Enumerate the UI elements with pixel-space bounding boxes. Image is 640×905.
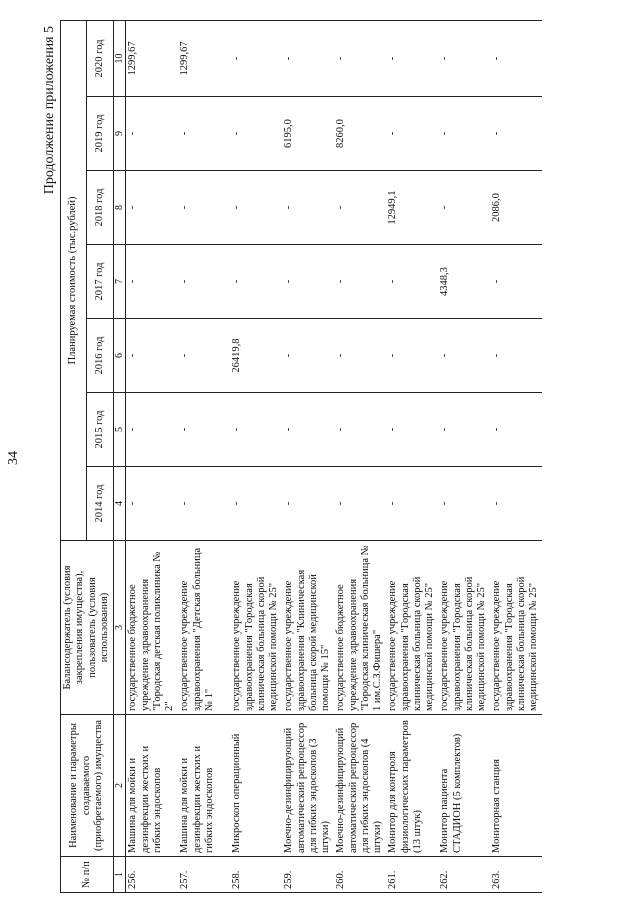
row-number: 258. (230, 857, 282, 893)
row-number: 260. (334, 857, 386, 893)
row-value: - (334, 20, 386, 96)
table-row (282, 20, 334, 892)
row-value: - (126, 97, 179, 171)
row-value: - (438, 97, 490, 171)
row-value: - (230, 393, 282, 467)
row-value: - (386, 393, 438, 467)
row-value: - (438, 393, 490, 467)
row-name: Моечно-дезинфицирующий автоматический репроцессор для гибких эндоскопов (3 штуки) (282, 715, 334, 857)
header-name: Наименование и параметры создаваемого (приобретаемого) имущества (61, 715, 114, 857)
row-value: - (230, 245, 282, 319)
header-year: 2020 год (87, 20, 113, 96)
row-value: - (282, 319, 334, 393)
column-index: 9 (113, 97, 126, 171)
table-row (334, 20, 386, 892)
row-value: - (230, 20, 282, 96)
row-value: - (334, 319, 386, 393)
row-value: - (126, 319, 179, 393)
row-value: - (334, 467, 386, 541)
table-row (230, 20, 282, 892)
page-number: 34 (6, 451, 21, 465)
row-number: 259. (282, 857, 334, 893)
header-holder: Балансодержатель (условия закрепления имущества), пользователь (условия использования) (61, 541, 114, 715)
row-value: - (490, 97, 542, 171)
column-index: 2 (113, 715, 126, 857)
row-holder: государственное учреждение здравоохранения "Клиническая больница скорой медицинской помощи № 15" (282, 541, 334, 715)
column-index: 10 (113, 20, 126, 96)
row-value: - (282, 467, 334, 541)
row-value: - (334, 393, 386, 467)
row-name: Машина для мойки и дезинфекции жестких и гибких эндоскопов (126, 715, 179, 857)
row-value: - (438, 319, 490, 393)
row-name: Микроскоп операционный (230, 715, 282, 857)
header-year: 2015 год (87, 393, 113, 467)
row-value: - (438, 467, 490, 541)
continuation-caption: Продолжение приложения 5 (42, 26, 57, 195)
column-index: 8 (113, 171, 126, 245)
column-index-row (113, 20, 126, 892)
row-value: 26419,8 (230, 319, 282, 393)
row-value: - (386, 467, 438, 541)
row-value: - (178, 467, 230, 541)
row-holder: государственное учреждение здравоохранения "Городская клиническая больница скорой медицинской помощи № 25" (438, 541, 490, 715)
row-value: - (490, 245, 542, 319)
row-value: - (438, 20, 490, 96)
row-value: - (178, 245, 230, 319)
header-year: 2014 год (87, 467, 113, 541)
row-value: 1299,67 (178, 20, 230, 96)
row-holder: государственное учреждение здравоохранения "Детская больница № 1" (178, 541, 230, 715)
row-holder: государственное учреждение здравоохранения "Городская клиническая больница скорой медицинской помощи № 25" (490, 541, 542, 715)
column-index: 6 (113, 319, 126, 393)
row-value: - (490, 393, 542, 467)
table-row (438, 20, 490, 892)
row-name: Монитор для контроля физиологических параметров (13 штук) (386, 715, 438, 857)
column-index: 5 (113, 393, 126, 467)
row-value: - (282, 393, 334, 467)
row-value: - (126, 393, 179, 467)
row-value: 2086,0 (490, 171, 542, 245)
property-table (60, 20, 542, 893)
header-planned-label: Планируемая стоимость (тыс.рублей) (67, 196, 79, 365)
row-name: Мониторная станция (490, 715, 542, 857)
row-number: 256. (126, 857, 179, 893)
column-index: 1 (113, 857, 126, 893)
table-row (178, 20, 230, 892)
header-year: 2018 год (87, 171, 113, 245)
row-value: - (282, 245, 334, 319)
column-index: 4 (113, 467, 126, 541)
table-row (126, 20, 179, 892)
column-index: 3 (113, 541, 126, 715)
row-value: - (230, 97, 282, 171)
row-value: - (386, 97, 438, 171)
row-name: Машина для мойки и дезинфекции жестких и гибких эндоскопов (178, 715, 230, 857)
row-value: 4348,3 (438, 245, 490, 319)
row-holder: государственное бюджетное учреждение здравоохранения "Городская детская поликлиника № 2" (126, 541, 179, 715)
row-value: 8260,0 (334, 97, 386, 171)
row-value: - (386, 20, 438, 96)
row-value: - (386, 245, 438, 319)
row-value: 6195,0 (282, 97, 334, 171)
row-holder: государственное учреждение здравоохранения "Городская клиническая больница скорой медицинской помощи № 25" (230, 541, 282, 715)
row-value: - (334, 171, 386, 245)
row-value: - (230, 171, 282, 245)
header-num: № п/п (61, 857, 114, 893)
row-value: - (178, 171, 230, 245)
header-planned (61, 20, 87, 540)
row-name: Монитор пациента СТАДИОН (5 комплектов) (438, 715, 490, 857)
row-value: - (230, 467, 282, 541)
table-row (386, 20, 438, 892)
row-value: - (490, 319, 542, 393)
row-value: - (126, 171, 179, 245)
row-value: - (126, 245, 179, 319)
row-number: 263. (490, 857, 542, 893)
row-value: 1299,67 (126, 20, 179, 96)
row-name: Моечно-дезинфицирующий автоматический репроцессор для гибких эндоскопов (4 штуки) (334, 715, 386, 857)
header-year: 2019 год (87, 97, 113, 171)
row-value: - (178, 393, 230, 467)
row-value: - (334, 245, 386, 319)
row-holder: государственное бюджетное учреждение здравоохранения "Городская клиническая больница № 1 им.С.З.Фишера" (334, 541, 386, 715)
header-year: 2016 год (87, 319, 113, 393)
header-year: 2017 год (87, 245, 113, 319)
row-value: - (438, 171, 490, 245)
row-value: - (178, 319, 230, 393)
row-value: - (178, 97, 230, 171)
row-value: - (490, 467, 542, 541)
row-value: - (490, 20, 542, 96)
row-holder: государственное учреждение здравоохранения "Городская клиническая больница скорой медицинской помощи № 25" (386, 541, 438, 715)
row-number: 257. (178, 857, 230, 893)
column-index: 7 (113, 245, 126, 319)
row-value: - (386, 319, 438, 393)
row-value: - (282, 171, 334, 245)
table-body (126, 20, 543, 892)
row-value: 12949,1 (386, 171, 438, 245)
row-number: 262. (438, 857, 490, 893)
row-value: - (282, 20, 334, 96)
row-number: 261. (386, 857, 438, 893)
row-value: - (126, 467, 179, 541)
table-row (490, 20, 542, 892)
